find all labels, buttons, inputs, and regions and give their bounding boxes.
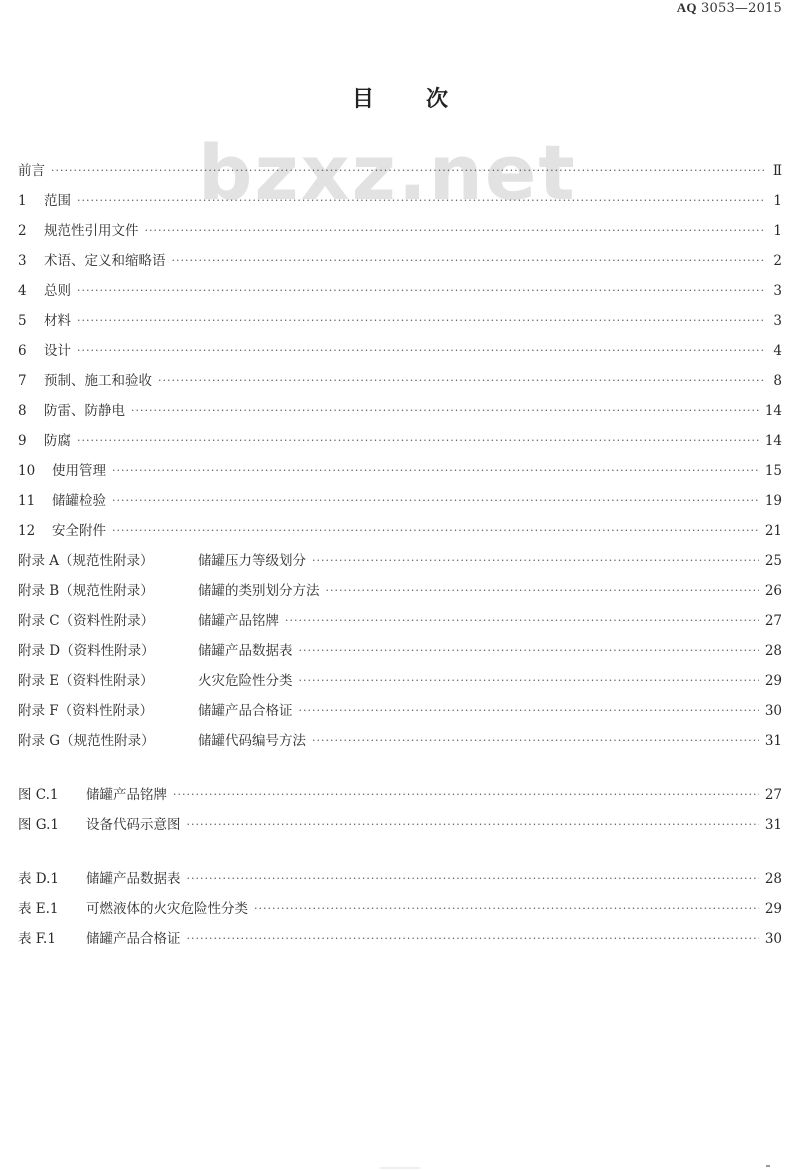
toc-appendix-entry[interactable]	[18, 580, 782, 602]
toc-entry-page: 15	[764, 463, 782, 479]
toc-entry[interactable]	[18, 490, 782, 512]
toc-appendix-entry[interactable]	[18, 640, 782, 662]
toc-entry-label: 前言	[18, 163, 45, 179]
leader-dots	[112, 460, 759, 482]
toc-entry[interactable]	[18, 340, 782, 362]
toc-entry-page: 2	[773, 253, 782, 269]
leader-dots	[77, 190, 766, 212]
table-page: 30	[764, 931, 782, 947]
toc-entry-label: 防雷、防静电	[44, 403, 125, 419]
toc-entry-number: 12	[18, 523, 36, 539]
leader-dots	[145, 220, 767, 242]
leader-dots	[187, 928, 759, 950]
appendix-title: 储罐代码编号方法	[198, 733, 306, 749]
appendix-page: 26	[764, 583, 782, 599]
toc-appendix-entry[interactable]	[18, 670, 782, 692]
toc-entry[interactable]	[18, 520, 782, 542]
leader-dots	[187, 868, 759, 890]
figure-label: 图 G.1	[18, 817, 59, 833]
appendix-title: 储罐产品合格证	[198, 703, 293, 719]
toc-entry-page: 1	[773, 193, 782, 209]
page-title: 目次	[351, 86, 500, 112]
footer-divider	[380, 1167, 420, 1169]
appendix-label: 附录 B（规范性附录）	[18, 583, 154, 599]
leader-dots	[254, 898, 759, 920]
toc-entry[interactable]	[18, 370, 782, 392]
toc-entry-number: 7	[18, 373, 27, 389]
figure-title: 设备代码示意图	[86, 817, 181, 833]
toc-entry-label: 预制、施工和验收	[44, 373, 152, 389]
leader-dots	[187, 814, 759, 836]
table-label: 表 E.1	[18, 901, 59, 917]
toc-entry-page: 21	[764, 523, 782, 539]
leader-dots	[299, 670, 759, 692]
toc-entry[interactable]	[18, 280, 782, 302]
toc-entry-page: 14	[764, 433, 782, 449]
watermark: bzxz.net	[198, 128, 577, 217]
toc-entry-page: 4	[773, 343, 782, 359]
toc-entry[interactable]	[18, 430, 782, 452]
toc-entry[interactable]	[18, 400, 782, 422]
corner-mark	[766, 1165, 770, 1167]
table-page: 29	[764, 901, 782, 917]
appendix-label: 附录 C（资料性附录）	[18, 613, 155, 629]
appendix-label: 附录 G（规范性附录）	[18, 733, 155, 749]
toc-appendix-entry[interactable]	[18, 550, 782, 572]
appendix-title: 储罐产品数据表	[198, 643, 293, 659]
leader-dots	[312, 730, 759, 752]
appendix-page: 29	[764, 673, 782, 689]
table-label: 表 D.1	[18, 871, 60, 887]
toc-entry-label: 术语、定义和缩略语	[44, 253, 166, 269]
toc-entry-page: 8	[773, 373, 782, 389]
appendix-label: 附录 D（资料性附录）	[18, 643, 155, 659]
appendix-page: 28	[764, 643, 782, 659]
leader-dots	[299, 640, 759, 662]
figure-page: 31	[764, 817, 782, 833]
standard-prefix: AQ	[676, 0, 697, 15]
toc-entry-number: 9	[18, 433, 27, 449]
leader-dots	[326, 580, 759, 602]
table-page: 28	[764, 871, 782, 887]
toc-entry[interactable]	[18, 220, 782, 242]
toc-entry-number: 5	[18, 313, 27, 329]
toc-entry[interactable]	[18, 250, 782, 272]
leader-dots	[299, 700, 759, 722]
appendix-page: 27	[764, 613, 782, 629]
toc-entry-label: 安全附件	[52, 523, 106, 539]
toc-table-entry[interactable]	[18, 898, 782, 920]
appendix-title: 火灾危险性分类	[198, 673, 293, 689]
appendix-page: 30	[764, 703, 782, 719]
leader-dots	[77, 310, 766, 332]
leader-dots	[51, 160, 766, 182]
toc-entry-number: 2	[18, 223, 27, 239]
standard-number: 3053—2015	[701, 1, 782, 16]
toc-entry-label: 规范性引用文件	[44, 223, 139, 239]
table-label: 表 F.1	[18, 931, 56, 947]
standard-number-header	[677, 0, 782, 16]
leader-dots	[312, 550, 759, 572]
figure-title: 储罐产品铭牌	[86, 787, 167, 803]
toc-entry-number: 4	[18, 283, 27, 299]
toc-figure-entry[interactable]	[18, 784, 782, 806]
toc-appendix-entry[interactable]	[18, 610, 782, 632]
appendix-label: 附录 A（规范性附录）	[18, 553, 154, 569]
toc-entry-number: 3	[18, 253, 27, 269]
appendix-page: 31	[764, 733, 782, 749]
toc-entry-label: 设计	[44, 343, 71, 359]
leader-dots	[77, 340, 766, 362]
toc-table-entry[interactable]	[18, 868, 782, 890]
leader-dots	[158, 370, 766, 392]
toc-entry-label: 防腐	[44, 433, 71, 449]
leader-dots	[173, 784, 759, 806]
appendix-title: 储罐产品铭牌	[198, 613, 279, 629]
table-title: 可燃液体的火灾危险性分类	[86, 901, 248, 917]
appendix-title: 储罐的类别划分方法	[198, 583, 320, 599]
toc-entry-number: 8	[18, 403, 27, 419]
appendix-title: 储罐压力等级划分	[198, 553, 306, 569]
toc-entry-page: 19	[764, 493, 782, 509]
toc-entry-label: 范围	[44, 193, 71, 209]
toc-entry-page: 3	[773, 313, 782, 329]
appendix-label: 附录 F（资料性附录）	[18, 703, 154, 719]
toc-entry-page: 14	[764, 403, 782, 419]
figure-label: 图 C.1	[18, 787, 59, 803]
leader-dots	[77, 280, 766, 302]
leader-dots	[285, 610, 759, 632]
table-title: 储罐产品数据表	[86, 871, 181, 887]
toc-table-entry[interactable]	[18, 928, 782, 950]
toc-entry-label: 储罐检验	[52, 493, 106, 509]
toc-entry[interactable]	[18, 190, 782, 212]
appendix-page: 25	[764, 553, 782, 569]
toc-entry-number: 10	[18, 463, 36, 479]
toc-entry[interactable]	[18, 460, 782, 482]
leader-dots	[112, 520, 759, 542]
toc-entry-label: 材料	[44, 313, 71, 329]
toc-entry-label: 使用管理	[52, 463, 106, 479]
leader-dots	[131, 400, 759, 422]
toc-entry-label: 总则	[44, 283, 71, 299]
toc-figure-entry[interactable]	[18, 814, 782, 836]
toc-entry-page: 3	[773, 283, 782, 299]
figure-page: 27	[764, 787, 782, 803]
leader-dots	[172, 250, 767, 272]
toc-entry-foreword[interactable]	[18, 160, 782, 182]
leader-dots	[112, 490, 759, 512]
toc-entry-number: 6	[18, 343, 27, 359]
leader-dots	[77, 430, 759, 452]
toc-entry-page: 1	[773, 223, 782, 239]
toc-entry-page: Ⅱ	[772, 163, 782, 179]
toc-appendix-entry[interactable]	[18, 700, 782, 722]
toc-entry[interactable]	[18, 310, 782, 332]
toc-entry-number: 1	[18, 193, 27, 209]
appendix-label: 附录 E（资料性附录）	[18, 673, 154, 689]
table-title: 储罐产品合格证	[86, 931, 181, 947]
toc-appendix-entry[interactable]	[18, 730, 782, 752]
toc-entry-number: 11	[18, 493, 36, 509]
